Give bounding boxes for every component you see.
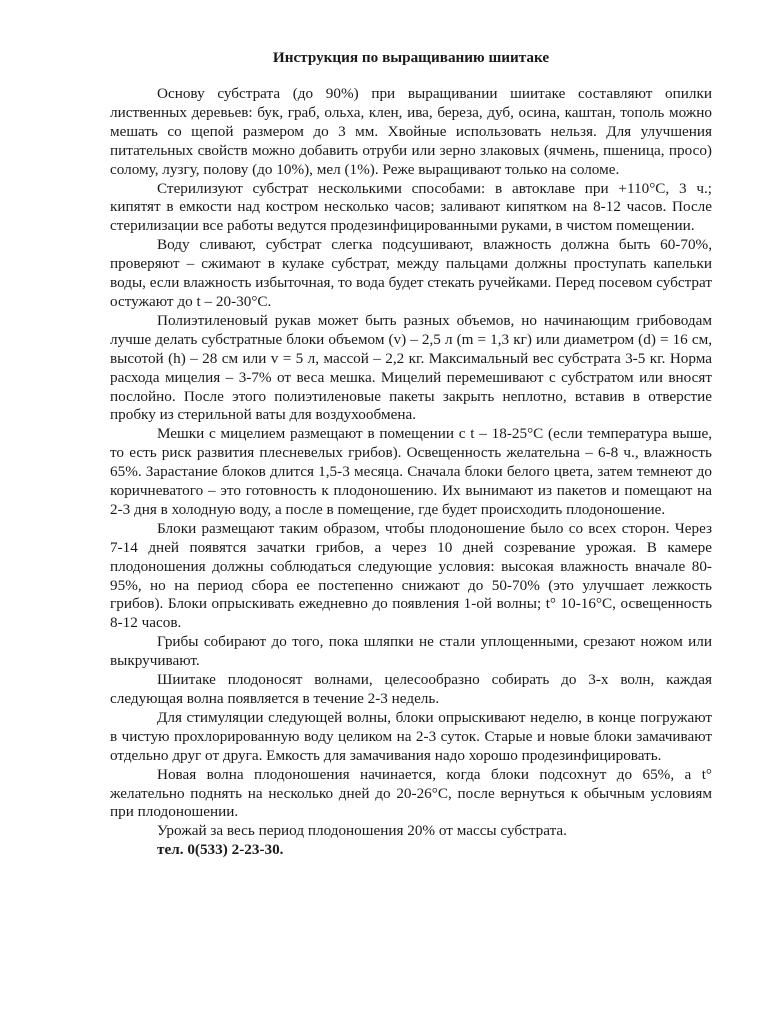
paragraph-yield: Урожай за весь период плодоношения 20% от массы субстрата. [157,822,567,840]
paragraph-bags: Полиэтиленовый рукав может быть разных объемов, но начинающим грибоводам лучше делать субстратные блоки объемом (v) – 2,5 л (m = 1,3 кг) или диаметром (d) = 16 см, высотой (h) – 28 см или v = 5 л, массой – 2,2 кг. Максимальный вес субстрата 3-5 кг. Норма расхода мицелия – 3-7% от веса мешка. Мицелий перемешивают с субстратом или вносят послойно. После этого полиэтиленовые пакеты закрыть неплотно, вставив в отверстие пробку из стерильной ваты для воздухообмена. [110,311,712,424]
paragraph-new-wave: Новая волна плодоношения начинается, когда блоки подсохнут до 65%, а t° желательно поднять на несколько дней до 20-26°С, после вернуться к обычным условиям при плодоношении. [110,765,712,821]
paragraph-waves: Шиитаке плодоносят волнами, целесообразно собирать до 3-х волн, каждая следующая волна появляется в течение 2-3 недель. [110,671,712,707]
paragraph-harvest: Грибы собирают до того, пока шляпки не стали уплощенными, срезают ножом или выкручивают. [110,633,712,670]
document-page [110,48,712,860]
paragraph-substrate: Основу субстрата (до 90%) при выращивании шиитаке составляют опилки лиственных деревьев: бук, граб, ольха, клен, ива, береза, дуб, осина, каштан, тополь можно мешать со щепой размером до 3 мм. Хвойные использовать нельзя. Для улучшения питательных свойств можно добавить отруби или зерно злаковых (ячмень, пшеница, просо) солому, лузгу, полову (до 10%), мел (1%). Реже выращивают только на соломе. [110,85,712,178]
paragraph-stimulation: Для стимуляции следующей волны, блоки опрыскивают неделю, в конце погружают в чистую прохлорированную воду целиком на 2-3 суток. Старые и новые блоки замачивают отдельно друг от друга. Емкость для замачивания надо хорошо продезинфицировать. [110,708,712,764]
document-title: Инструкция по выращиванию шиитаке [272,49,550,66]
paragraph-moisture: Воду сливают, субстрат слегка подсушивают, влажность должна быть 60-70%, проверяют – сжимают в кулаке субстрат, между пальцами должны проступать капельки воды, если влажность избыточная, то вода будет стекать ручейками. Перед посевом субстрат остужают до t – 20-30°С. [110,236,712,310]
phone-number: тел. 0(533) 2-23-30. [157,841,284,859]
paragraph-fruiting: Блоки размещают таким образом, чтобы плодоношение было со всех сторон. Через 7-14 дней появятся зачатки грибов, а через 10 дней созревание урожая. В камере плодоношения должны соблюдаться следующие условия: высокая влажность вначале 80-95%, но на период сбора ее постепенно снижают до 50-70% (это улучшает лежкость грибов). Блоки опрыскивать ежедневно до появления 1-ой волны; t° 10-16°С, освещенность 8-12 часов. [110,519,712,632]
paragraph-incubation: Мешки с мицелием размещают в помещении с t – 18-25°С (если температура выше, то есть риск развития плесневелых грибов). Освещенность желательна – 6-8 ч., влажность 65%. Зарастание блоков длится 1,5-3 месяца. Сначала блоки белого цвета, затем темнеют до коричневатого – это готовность к плодоношению. Их вынимают из пакетов и помещают на 2-3 дня в холодную воду, а после в помещение, где будет происходить плодоношение. [110,425,712,518]
paragraph-sterilization: Стерилизуют субстрат несколькими способами: в автоклаве при +110°С, 3 ч.; кипятят в емкости над костром несколько часов; заливают кипятком на 8-12 часов. После стерилизации все работы ведутся продезинфицированными руками, в чистом помещении. [110,179,712,235]
